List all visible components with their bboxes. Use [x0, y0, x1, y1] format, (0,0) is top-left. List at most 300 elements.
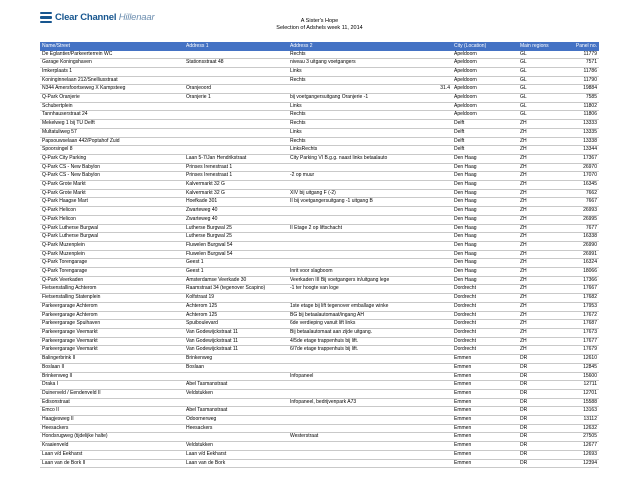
cell-panel-no: 11786 — [565, 67, 599, 76]
cell-panel-no: 13112 — [565, 416, 599, 425]
column-header-panel-no[interactable]: Panel no. — [565, 42, 599, 51]
column-header-name-street[interactable]: Name/Street — [40, 42, 184, 51]
cell-panel-no: 11779 — [565, 51, 599, 59]
cell-address-1 — [184, 111, 288, 120]
logo-brand: Clear Channel — [55, 12, 117, 23]
cell-panel-no: 7585 — [565, 94, 599, 103]
table-row[interactable] — [40, 94, 599, 103]
cell-name-street: Spoorsingel 8 — [40, 146, 184, 155]
cell-panel-no: 26990 — [565, 241, 599, 250]
table-row[interactable] — [40, 224, 599, 233]
cell-address-1: Prinses Irenestraat 1 — [184, 163, 288, 172]
cell-address-1 — [184, 128, 288, 137]
cell-city: Den Haag — [452, 172, 518, 181]
cell-region: ZH — [518, 207, 565, 216]
cell-panel-no: 17679 — [565, 346, 599, 355]
cell-city: Dordrecht — [452, 302, 518, 311]
cell-name-street: Parkeergarage Veemarkt — [40, 329, 184, 338]
table-row[interactable] — [40, 268, 599, 277]
cell-name-street: Brinkenweg II — [40, 372, 184, 381]
cell-address-2 — [288, 442, 428, 451]
cell-region: ZH — [518, 311, 565, 320]
table-row[interactable] — [40, 407, 599, 416]
cell-address-2: Westerstraat — [288, 433, 428, 442]
cell-region: GL — [518, 94, 565, 103]
cell-extra — [428, 389, 452, 398]
cell-address-2 — [288, 407, 428, 416]
cell-region: ZH — [518, 224, 565, 233]
cell-region: DR — [518, 355, 565, 364]
cell-region: ZH — [518, 120, 565, 129]
cell-name-street: Q-Park Grote Markt — [40, 181, 184, 190]
table-row[interactable] — [40, 250, 599, 259]
cell-address-2 — [288, 381, 428, 390]
cell-extra — [428, 154, 452, 163]
cell-address-1: Van Godewijckstraat 11 — [184, 329, 288, 338]
cell-address-2 — [288, 355, 428, 364]
table-row[interactable] — [40, 424, 599, 433]
cell-address-1: Laan van de Bork — [184, 459, 288, 468]
cell-panel-no: 7662 — [565, 189, 599, 198]
cell-address-2: Infopaneel — [288, 372, 428, 381]
cell-region: DR — [518, 442, 565, 451]
table-row[interactable] — [40, 181, 599, 190]
cell-panel-no: 16338 — [565, 233, 599, 242]
cell-city: Den Haag — [452, 207, 518, 216]
cell-address-2: Links — [288, 102, 428, 111]
cell-address-1: Geest 1 — [184, 268, 288, 277]
cell-name-street: Q-Park Haagse Mart — [40, 198, 184, 207]
cell-region: ZH — [518, 294, 565, 303]
table-row[interactable] — [40, 207, 599, 216]
table-row[interactable] — [40, 276, 599, 285]
cell-address-2 — [288, 459, 428, 468]
cell-region: ZH — [518, 172, 565, 181]
cell-region: ZH — [518, 154, 565, 163]
cell-extra — [428, 198, 452, 207]
cell-panel-no: 17367 — [565, 154, 599, 163]
cell-name-street: Parkeergarage Veemarkt — [40, 337, 184, 346]
cell-city: Emmen — [452, 398, 518, 407]
cell-extra — [428, 398, 452, 407]
cell-address-1: Laan 5-7/Jan Hendrikstraat — [184, 154, 288, 163]
cell-city: Dordrecht — [452, 329, 518, 338]
cell-address-1: Fluwelen Burgwal 54 — [184, 241, 288, 250]
cell-city: Delft — [452, 146, 518, 155]
cell-address-2 — [288, 207, 428, 216]
table-row[interactable] — [40, 215, 599, 224]
table-row[interactable] — [40, 51, 599, 59]
cell-panel-no: 26970 — [565, 163, 599, 172]
table-row[interactable] — [40, 259, 599, 268]
cell-city: Emmen — [452, 372, 518, 381]
cell-city: Dordrecht — [452, 320, 518, 329]
cell-city: Emmen — [452, 407, 518, 416]
cell-extra — [428, 102, 452, 111]
cell-address-1: Boslaan — [184, 363, 288, 372]
table-row[interactable] — [40, 398, 599, 407]
table-row[interactable] — [40, 233, 599, 242]
column-header-address-1[interactable]: Address 1 — [184, 42, 288, 51]
cell-name-street: Q-Park CS - New Babylon — [40, 172, 184, 181]
cell-region: GL — [518, 111, 565, 120]
table-row[interactable] — [40, 416, 599, 425]
document-title: A Sister's Hope — [300, 18, 339, 24]
cell-name-street: Parkeergarage Achterom — [40, 311, 184, 320]
cell-address-2: City Parking VI B.g.g. naast links betaalauto — [288, 154, 428, 163]
cell-city: Emmen — [452, 450, 518, 459]
table-row[interactable] — [40, 302, 599, 311]
cell-extra — [428, 233, 452, 242]
cell-panel-no: 17366 — [565, 276, 599, 285]
table-row[interactable] — [40, 67, 599, 76]
cell-panel-no: 27505 — [565, 433, 599, 442]
cell-name-street: Q-Park Oranjerie — [40, 94, 184, 103]
cell-address-1: Hoefkade 301 — [184, 198, 288, 207]
cell-address-1: Zwarteweg 40 — [184, 215, 288, 224]
cell-panel-no: 13344 — [565, 146, 599, 155]
cell-city: Apeldoorn — [452, 76, 518, 85]
cell-name-street: Q-Park Veerkaden — [40, 276, 184, 285]
cell-city: Den Haag — [452, 163, 518, 172]
logo-sub: Hillenaar — [118, 12, 155, 23]
column-header-address-2[interactable]: Address 2 — [288, 42, 428, 51]
cell-name-street: Parkeergarage Spuihaven — [40, 320, 184, 329]
cell-region: ZH — [518, 259, 565, 268]
cell-city: Apeldoorn — [452, 51, 518, 59]
cell-address-2: Rechts — [288, 120, 428, 129]
table-row[interactable] — [40, 311, 599, 320]
cell-city: Delft — [452, 128, 518, 137]
cell-name-street: Q-Park Muzenplein — [40, 250, 184, 259]
cell-region: DR — [518, 424, 565, 433]
table-row[interactable] — [40, 442, 599, 451]
cell-address-1 — [184, 372, 288, 381]
cell-region: ZH — [518, 233, 565, 242]
cell-extra — [428, 163, 452, 172]
cell-extra — [428, 59, 452, 68]
cell-address-1: Kalvermarkt 32 G — [184, 189, 288, 198]
cell-region: GL — [518, 51, 565, 59]
cell-extra: 31.4 — [428, 85, 452, 94]
table-row[interactable] — [40, 337, 599, 346]
cell-extra — [428, 294, 452, 303]
table-row[interactable] — [40, 355, 599, 364]
cell-city: Dordrecht — [452, 346, 518, 355]
cell-name-street: Emco II — [40, 407, 184, 416]
cell-address-1: Laan v/d Eekharst — [184, 450, 288, 459]
cell-address-1: Prinses Irenestraat 1 — [184, 172, 288, 181]
cell-name-street: Multatuliweg 57 — [40, 128, 184, 137]
cell-address-1 — [184, 67, 288, 76]
cell-address-2: -1 ter hoogte van loge — [288, 285, 428, 294]
cell-panel-no: 19884 — [565, 85, 599, 94]
cell-address-1: Kolfstraat 19 — [184, 294, 288, 303]
cell-region: DR — [518, 363, 565, 372]
cell-name-street: Q-Park Torengarage — [40, 259, 184, 268]
cell-panel-no: 12701 — [565, 389, 599, 398]
cell-name-street: Q-Park Muzenplein — [40, 241, 184, 250]
cell-name-street: Koninginnelaan 212/Snelliusstraat — [40, 76, 184, 85]
cell-name-street: Q-Park Helicon — [40, 215, 184, 224]
cell-address-2: BG bij betaalautomaat/ingang AH — [288, 311, 428, 320]
cell-address-1: Zwarteweg 40 — [184, 207, 288, 216]
cell-region: DR — [518, 450, 565, 459]
cell-name-street: Fietsenstalling Statenplein — [40, 294, 184, 303]
cell-extra — [428, 424, 452, 433]
cell-extra — [428, 207, 452, 216]
cell-address-2 — [288, 450, 428, 459]
cell-city: Den Haag — [452, 233, 518, 242]
table-row[interactable] — [40, 381, 599, 390]
cell-region: ZH — [518, 320, 565, 329]
cell-panel-no: 12394 — [565, 459, 599, 468]
cell-extra — [428, 137, 452, 146]
cell-extra — [428, 128, 452, 137]
cell-panel-no: 13338 — [565, 137, 599, 146]
cell-extra — [428, 146, 452, 155]
cell-address-1 — [184, 102, 288, 111]
column-header-blank — [428, 42, 452, 51]
table-row[interactable] — [40, 372, 599, 381]
cell-extra — [428, 372, 452, 381]
cell-panel-no: 15600 — [565, 372, 599, 381]
cell-region: ZH — [518, 181, 565, 190]
cell-city: Den Haag — [452, 215, 518, 224]
table-row[interactable] — [40, 146, 599, 155]
cell-address-1 — [184, 146, 288, 155]
cell-extra — [428, 459, 452, 468]
table-row[interactable] — [40, 172, 599, 181]
table-row[interactable] — [40, 111, 599, 120]
cell-address-2: -2 op muur — [288, 172, 428, 181]
cell-panel-no: 7571 — [565, 59, 599, 68]
cell-name-street: Draka I — [40, 381, 184, 390]
cell-address-2 — [288, 363, 428, 372]
cell-address-2 — [288, 85, 428, 94]
cell-address-1: Oranjeoord — [184, 85, 288, 94]
cell-region: ZH — [518, 198, 565, 207]
table-row[interactable] — [40, 120, 599, 129]
cell-extra — [428, 311, 452, 320]
cell-city: Dordrecht — [452, 285, 518, 294]
cell-panel-no: 18066 — [565, 268, 599, 277]
table-row[interactable] — [40, 85, 599, 94]
table-row[interactable] — [40, 76, 599, 85]
cell-address-2 — [288, 416, 428, 425]
cell-name-street: Q-Park Helicon — [40, 207, 184, 216]
cell-extra — [428, 172, 452, 181]
cell-region: ZH — [518, 241, 565, 250]
table-body — [40, 51, 599, 468]
cell-region: ZH — [518, 250, 565, 259]
cell-name-street: Q-Park Lutherse Burgwal — [40, 224, 184, 233]
cell-extra — [428, 302, 452, 311]
table-header-row — [40, 42, 599, 51]
cell-address-2: bij voetgangersuitgang Oranjerie -1 — [288, 94, 428, 103]
table-row[interactable] — [40, 285, 599, 294]
cell-city: Emmen — [452, 381, 518, 390]
cell-extra — [428, 259, 452, 268]
cell-extra — [428, 355, 452, 364]
cell-address-2 — [288, 241, 428, 250]
table-row[interactable] — [40, 59, 599, 68]
cell-address-2: niveau 3 uitgang voetgangers — [288, 59, 428, 68]
cell-name-street: Edisonstraat — [40, 398, 184, 407]
table-row[interactable] — [40, 389, 599, 398]
cell-city: Den Haag — [452, 189, 518, 198]
cell-panel-no: 12677 — [565, 442, 599, 451]
cell-panel-no: 17687 — [565, 320, 599, 329]
cell-extra — [428, 268, 452, 277]
cell-address-1 — [184, 76, 288, 85]
cell-address-1 — [184, 137, 288, 146]
cell-city: Dordrecht — [452, 294, 518, 303]
cell-name-street: Schubertplein — [40, 102, 184, 111]
table-row[interactable] — [40, 294, 599, 303]
cell-address-1: Van Godewijckstraat 11 — [184, 337, 288, 346]
cell-name-street: Mekelweg 1 bij TU Delft — [40, 120, 184, 129]
cell-name-street: N344 Amersfoortseweg X Kampsteeg — [40, 85, 184, 94]
cell-address-2 — [288, 233, 428, 242]
table-row[interactable] — [40, 241, 599, 250]
cell-city: Den Haag — [452, 198, 518, 207]
cell-address-2: II bij voetgangersuitgang -1 uitgang B — [288, 198, 428, 207]
cell-panel-no: 26995 — [565, 215, 599, 224]
cell-address-1: Veldstukken — [184, 442, 288, 451]
cell-name-street: Garage Koningshaven — [40, 59, 184, 68]
cell-address-2: Links — [288, 67, 428, 76]
adshel-table — [40, 42, 599, 468]
cell-name-street: Balingerbrink II — [40, 355, 184, 364]
cell-extra — [428, 407, 452, 416]
table-row[interactable] — [40, 346, 599, 355]
cell-region: DR — [518, 459, 565, 468]
cell-city: Apeldoorn — [452, 94, 518, 103]
cell-region: DR — [518, 389, 565, 398]
cell-panel-no: 26993 — [565, 207, 599, 216]
cell-name-street: Q-Park Lutherse Burgwal — [40, 233, 184, 242]
table-row[interactable] — [40, 198, 599, 207]
table-row[interactable] — [40, 433, 599, 442]
table-row[interactable] — [40, 137, 599, 146]
cell-panel-no: 17070 — [565, 172, 599, 181]
cell-address-1: Brinkenweg — [184, 355, 288, 364]
cell-address-2: Infopaneel, bedrijvenpark A73 — [288, 398, 428, 407]
cell-city: Emmen — [452, 459, 518, 468]
cell-region: DR — [518, 407, 565, 416]
column-header-main-regions[interactable]: Main regions — [518, 42, 565, 51]
cell-region: ZH — [518, 329, 565, 338]
cell-address-2: 4/5de etage trappenhuis bij lift. — [288, 337, 428, 346]
cell-address-2: Veerkaden III Bij voetgangers in/uitgang lege — [288, 276, 428, 285]
cell-address-1 — [184, 398, 288, 407]
table-row[interactable] — [40, 329, 599, 338]
cell-region: ZH — [518, 302, 565, 311]
cell-address-2: 6/7de etage trappenhuis bij lift. — [288, 346, 428, 355]
cell-panel-no: 13335 — [565, 128, 599, 137]
cell-address-1: Oranjerie 1 — [184, 94, 288, 103]
table-row[interactable] — [40, 163, 599, 172]
cell-region: DR — [518, 398, 565, 407]
table-row[interactable] — [40, 363, 599, 372]
cell-name-street: Kraaienveld — [40, 442, 184, 451]
cell-city: Apeldoorn — [452, 59, 518, 68]
cell-extra — [428, 337, 452, 346]
cell-extra — [428, 329, 452, 338]
cell-extra — [428, 433, 452, 442]
cell-region: ZH — [518, 268, 565, 277]
cell-city: Apeldoorn — [452, 85, 518, 94]
cell-address-2: Rechts — [288, 76, 428, 85]
cell-extra — [428, 94, 452, 103]
cell-address-1 — [184, 120, 288, 129]
cell-city: Emmen — [452, 433, 518, 442]
cell-name-street: Parkeergarage Veemarkt — [40, 346, 184, 355]
cell-region: ZH — [518, 215, 565, 224]
cell-name-street: Haagjesweg II — [40, 416, 184, 425]
cell-region: DR — [518, 416, 565, 425]
cell-panel-no: 16345 — [565, 181, 599, 190]
cell-region: ZH — [518, 146, 565, 155]
cell-extra — [428, 181, 452, 190]
cell-region: GL — [518, 67, 565, 76]
cell-address-1: Van Godewijckstraat 11 — [184, 346, 288, 355]
cell-extra — [428, 346, 452, 355]
cell-region: GL — [518, 102, 565, 111]
cell-name-street: Imkerplaats 1 — [40, 67, 184, 76]
table-row[interactable] — [40, 320, 599, 329]
cell-address-1: Spuiboulevard — [184, 320, 288, 329]
cell-address-1: Achterom 125 — [184, 311, 288, 320]
cell-address-1: Raamstraat 34 (tegenover Scapino) — [184, 285, 288, 294]
cell-panel-no: 11806 — [565, 111, 599, 120]
table-row[interactable] — [40, 102, 599, 111]
table-row[interactable] — [40, 189, 599, 198]
cell-panel-no: 11802 — [565, 102, 599, 111]
table-row[interactable] — [40, 154, 599, 163]
cell-name-street: Q-Park Grote Markt — [40, 189, 184, 198]
adshel-table-container — [40, 42, 599, 468]
cell-region: ZH — [518, 276, 565, 285]
table-row[interactable] — [40, 128, 599, 137]
cell-address-1: Lutherse Burgwal 25 — [184, 224, 288, 233]
table-row[interactable] — [40, 459, 599, 468]
cell-address-2: II Etage 2 op liftschacht — [288, 224, 428, 233]
column-header-city[interactable]: City (Location) — [452, 42, 518, 51]
cell-panel-no: 17667 — [565, 285, 599, 294]
cell-address-1: Fluwelen Burgwal 54 — [184, 250, 288, 259]
cell-city: Den Haag — [452, 259, 518, 268]
cell-panel-no: 13163 — [565, 407, 599, 416]
cell-name-street: Hondsrugweg (tijdelijke halte) — [40, 433, 184, 442]
cell-name-street: Duinerveld / Eendenveld II — [40, 389, 184, 398]
cell-address-1: Heesackers — [184, 424, 288, 433]
cell-extra — [428, 241, 452, 250]
cell-address-1: Achterom 125 — [184, 302, 288, 311]
cell-address-2: 6de verdieping vanuit lift links — [288, 320, 428, 329]
cell-city: Emmen — [452, 363, 518, 372]
cell-city: Den Haag — [452, 154, 518, 163]
cell-panel-no: 26991 — [565, 250, 599, 259]
cell-city: Emmen — [452, 416, 518, 425]
cell-extra — [428, 67, 452, 76]
cell-address-1: Kalvermarkt 32 G — [184, 181, 288, 190]
cell-address-1 — [184, 51, 288, 59]
cell-address-1: Abel Tasmanstraat — [184, 381, 288, 390]
cell-region: GL — [518, 85, 565, 94]
table-row[interactable] — [40, 450, 599, 459]
